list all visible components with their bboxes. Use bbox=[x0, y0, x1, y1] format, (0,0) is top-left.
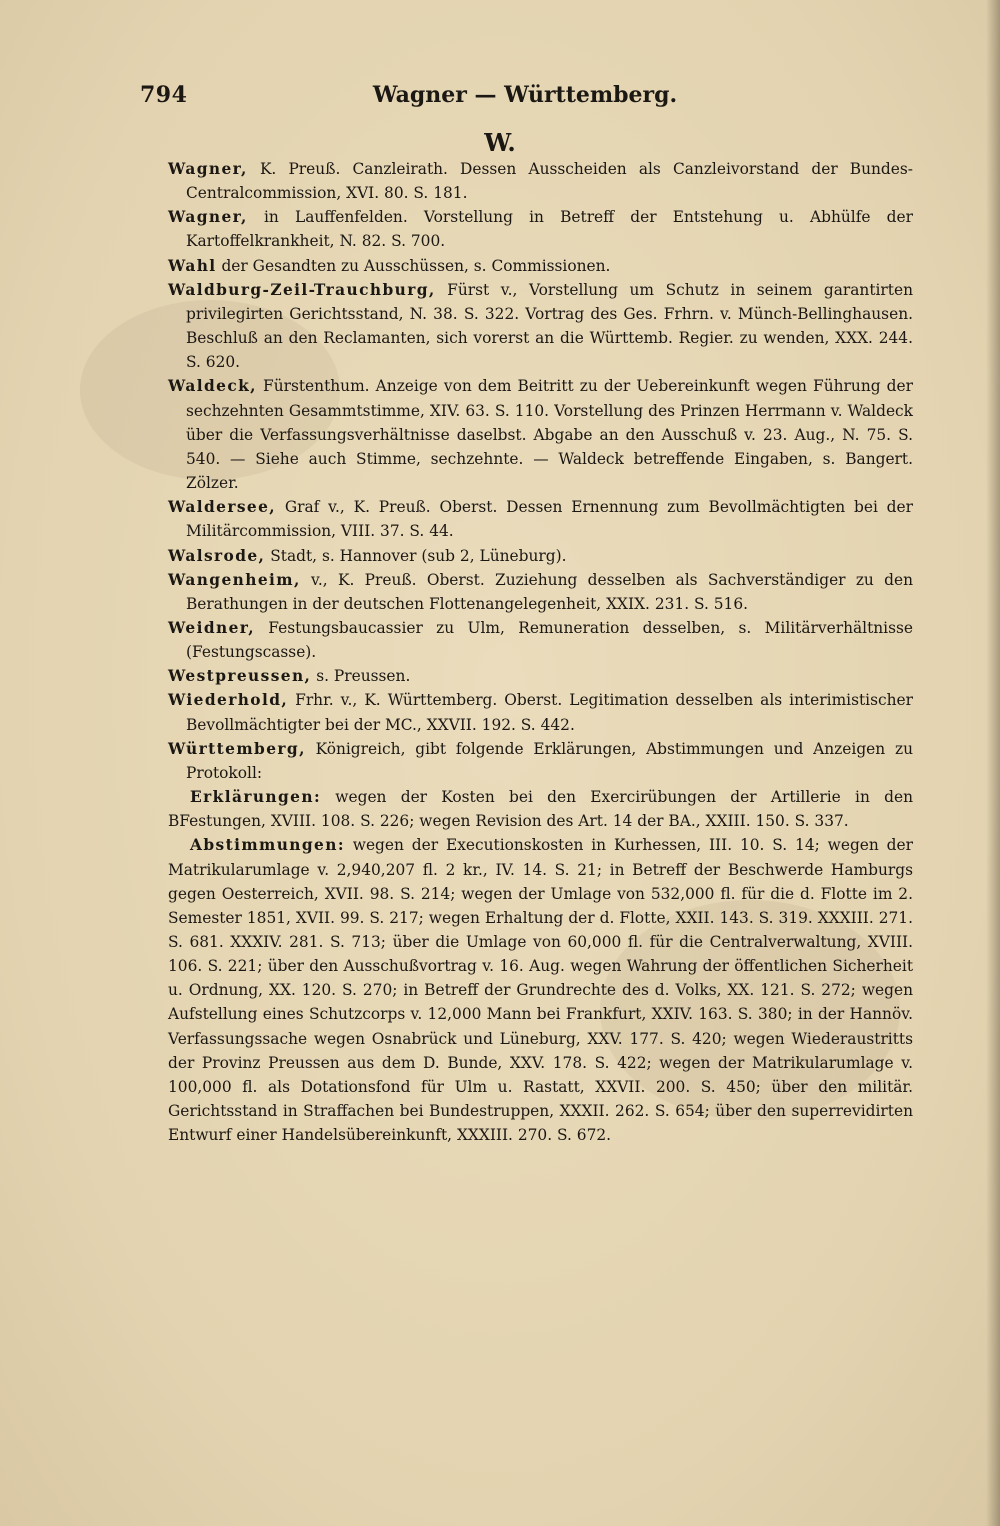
entry-text: v., K. Preuß. Oberst. Zuziehung desselben als Sachverständiger zu den Berathungen in der deutschen Flottenangelegenheit, XXIX. 231. S. 516. bbox=[186, 570, 913, 613]
sub-paragraph bbox=[168, 833, 913, 1147]
index-entry bbox=[168, 616, 913, 664]
entry-text: in Lauffenfelden. Vorstellung in Betreff der Entstehung u. Abhülfe der Kartoffelkrankheit, N. 82. S. 700. bbox=[186, 208, 913, 251]
index-entry bbox=[168, 688, 913, 736]
entry-headword: Wagner, bbox=[168, 208, 248, 227]
entry-headword: Walsrode, bbox=[168, 546, 266, 565]
entry-headword: Westpreussen, bbox=[168, 667, 312, 686]
entry-headword: Wagner, bbox=[168, 160, 248, 178]
entry-text: Fürst v., Vorstellung um Schutz in seinem garantirten privilegirten Gerichtsstand, N. 38. S. 322. Vortrag des Ges. Frhrn. v. Münch-Bellinghausen. Beschluß an den Reclamanten, sich vorerst an die Württemb. Regier. zu wenden, XXX. 244. S. 620. bbox=[186, 280, 913, 372]
entry-text: Königreich, gibt folgende Erklärungen, Abstimmungen und Anzeigen zu Protokoll: bbox=[186, 739, 913, 782]
index-entry bbox=[168, 664, 913, 688]
entry-headword: Waldeck, bbox=[168, 377, 257, 396]
sub-headword: Erklärungen: bbox=[190, 788, 322, 807]
entry-text: s. Preussen. bbox=[311, 667, 411, 686]
entry-text: Frhr. v., K. Württemberg. Oberst. Legitimation desselben als interimistischer Bevollmächtigter bei der MC., XXVII. 192. S. 442. bbox=[186, 691, 913, 734]
index-entry bbox=[168, 374, 913, 495]
index-entry bbox=[168, 737, 913, 785]
page-header bbox=[140, 82, 910, 118]
sub-paragraph bbox=[168, 785, 913, 833]
index-entry bbox=[168, 495, 913, 543]
section-letter: W. bbox=[484, 128, 516, 157]
entry-text: Stadt, s. Hannover (sub 2, Lüneburg). bbox=[265, 546, 567, 565]
index-entry bbox=[168, 205, 913, 253]
entry-headword: Württemberg, bbox=[168, 739, 306, 758]
entry-text: der Gesandten zu Ausschüssen, s. Commissionen. bbox=[216, 256, 611, 275]
entry-headword: Wiederhold, bbox=[168, 691, 289, 710]
index-entry bbox=[168, 568, 913, 616]
page-number: 794 bbox=[140, 82, 188, 108]
entry-headword: Weidner, bbox=[168, 618, 255, 637]
index-entry bbox=[168, 544, 913, 568]
index-entry bbox=[168, 278, 913, 375]
entry-headword: Wahl bbox=[168, 256, 217, 275]
index-entry bbox=[168, 157, 913, 205]
entry-text: Festungsbaucassier zu Ulm, Remuneration desselben, s. Militärverhältnisse (Festungscasse). bbox=[186, 618, 913, 662]
sub-headword: Abstimmungen: bbox=[190, 836, 345, 855]
entry-text: K. Preuß. Canzleirath. Dessen Ausscheiden als Canzleivorstand der Bundes-Centralcommission, XVI. 80. S. 181. bbox=[186, 160, 913, 203]
running-head: Wagner — Württemberg. bbox=[372, 82, 678, 108]
entry-text: Graf v., K. Preuß. Oberst. Dessen Ernennung zum Bevollmächtigten bei der Militärcommission, VIII. 37. S. 44. bbox=[186, 498, 913, 541]
entry-headword: Wangenheim, bbox=[168, 570, 301, 589]
entry-headword: Waldburg-Zeil-Trauchburg, bbox=[168, 280, 436, 299]
entry-headword: Waldersee, bbox=[168, 498, 277, 517]
index-entries bbox=[168, 157, 913, 1147]
entry-text: Fürstenthum. Anzeige von dem Beitritt zu der Uebereinkunft wegen Führung der sechzehnten Gesammtstimme, XIV. 63. S. 110. Vorstellung des Prinzen Herrmann v. Waldeck über die Verfassungsverhältnisse daselbst. Abgabe an den Ausschuß v. 23. Aug., N. 75. S. 540. — Siehe auch Stimme, sechzehnte. — Waldeck betreffende Eingaben, s. Bangert. Zölzer. bbox=[186, 377, 913, 493]
index-entry bbox=[168, 254, 913, 278]
sub-text: wegen der Kosten bei den Exercirübungen der Artillerie in den BFestungen, XVIII. 108. S. 226; wegen Revision des Art. 14 der BA., XXIII. 150. S. 337. bbox=[168, 788, 913, 831]
page-edge-shadow bbox=[986, 0, 1000, 1526]
sub-text: wegen der Executionskosten in Kurhessen, III. 10. S. 14; wegen der Matrikularumlage v. 2,940,207 fl. 2 kr., IV. 14. S. 21; in Betreff der Beschwerde Hamburgs gegen Oesterreich, XVII. 98. S. 214; wegen der Umlage von 532,000 fl. für die d. Flotte im 2. Semester 1851, XVII. 99. S. 217; wegen Erhaltung der d. Flotte, XXII. 143. S. 319. XXXIII. 271. S. 681. XXXIV. 281. S. 713; über die Umlage von 60,000 fl. für die Centralverwaltung, XVIII. 106. S. 221; über den Ausschußvortrag v. 16. Aug. wegen Wahrung der öffentlichen Sicherheit u. Ordnung, XX. 120. S. 270; in Betreff der Grundrechte des d. Volks, XX. 121. S. 272; wegen Aufstellung eines Schutzcorps v. 12,000 Mann bei Frankfurt, XXIV. 163. S. 380; in der Hannöv. Verfassungssache wegen Osnabrück und Lüneburg, XXV. 177. S. 420; wegen Wiederaustritts der Provinz Preussen aus dem D. Bunde, XXV. 178. S. 422; wegen der Matrikularumlage v. 100,000 fl. als Dotationsfond für Ulm u. Rastatt, XXVII. 200. S. 450; über den militär. Gerichtsstand in Straffachen bei Bundestruppen, XXXII. 262. S. 654; über den superrevidirten Entwurf einer Handelsübereinkunft, XXXIII. 270. S. 672. bbox=[168, 836, 913, 1145]
